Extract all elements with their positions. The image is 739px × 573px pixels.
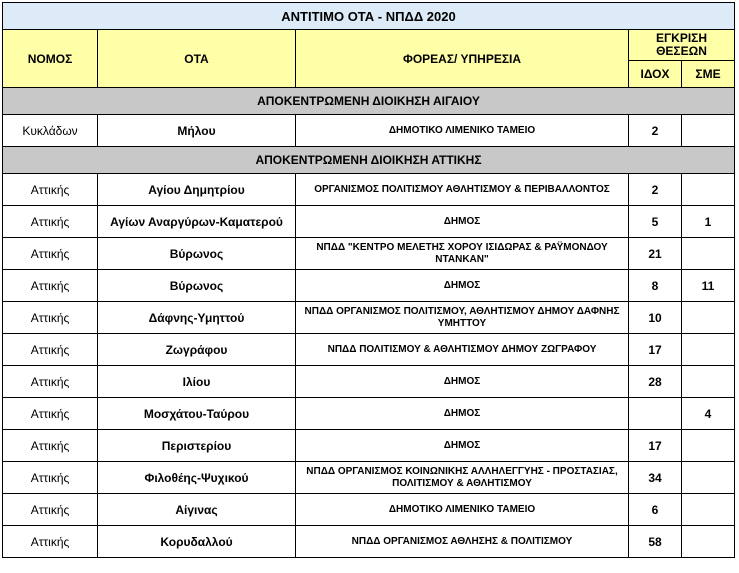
cell-sme bbox=[682, 115, 735, 147]
cell-nomos: Αττικής bbox=[3, 302, 98, 334]
cell-ota: Ιλίου bbox=[98, 366, 296, 398]
cell-idox: 21 bbox=[629, 238, 682, 270]
cell-ota: Δάφνης-Υμηττού bbox=[98, 302, 296, 334]
cell-foreas: ΔΗΜΟΣ bbox=[296, 398, 629, 430]
cell-sme bbox=[682, 462, 735, 494]
header-row bbox=[3, 30, 735, 61]
cell-ota: Μοσχάτου-Ταύρου bbox=[98, 398, 296, 430]
cell-nomos: Αττικής bbox=[3, 206, 98, 238]
cell-foreas: ΔΗΜΟΤΙΚΟ ΛΙΜΕΝΙΚΟ ΤΑΜΕΙΟ bbox=[296, 494, 629, 526]
cell-ota: Αίγινας bbox=[98, 494, 296, 526]
cell-sme bbox=[682, 174, 735, 206]
cell-ota: Αγίου Δημητρίου bbox=[98, 174, 296, 206]
positions-table bbox=[2, 2, 735, 558]
cell-idox: 5 bbox=[629, 206, 682, 238]
cell-idox: 34 bbox=[629, 462, 682, 494]
header-foreas: ΦΟΡΕΑΣ/ ΥΠΗΡΕΣΙΑ bbox=[296, 30, 629, 88]
section-title: ΑΠΟΚΕΝΤΡΩΜΕΝΗ ΔΙΟΙΚΗΣΗ ΑΤΤΙΚΗΣ bbox=[3, 147, 735, 174]
cell-foreas: ΔΗΜΟΣ bbox=[296, 430, 629, 462]
header-idox: ΙΔΟΧ bbox=[629, 61, 682, 88]
cell-nomos: Αττικής bbox=[3, 462, 98, 494]
cell-foreas: ΔΗΜΟΤΙΚΟ ΛΙΜΕΝΙΚΟ ΤΑΜΕΙΟ bbox=[296, 115, 629, 147]
cell-idox: 17 bbox=[629, 334, 682, 366]
table-row bbox=[3, 398, 735, 430]
cell-foreas: ΝΠΔΔ ΟΡΓΑΝΙΣΜΟΣ ΠΟΛΙΤΙΣΜΟΥ, ΑΘΛΗΤΙΣΜΟΥ ΔΗΜΟΥ ΔΑΦΝΗΣ ΥΜΗΤΤΟΥ bbox=[296, 302, 629, 334]
cell-sme bbox=[682, 494, 735, 526]
cell-nomos: Αττικής bbox=[3, 430, 98, 462]
document-title: ΑΝΤΙΤΙΜΟ ΟΤΑ - ΝΠΔΔ 2020 bbox=[3, 3, 735, 30]
cell-ota: Περιστερίου bbox=[98, 430, 296, 462]
cell-sme bbox=[682, 366, 735, 398]
table-row bbox=[3, 206, 735, 238]
cell-foreas: ΟΡΓΑΝΙΣΜΟΣ ΠΟΛΙΤΙΣΜΟΥ ΑΘΛΗΤΙΣΜΟΥ & ΠΕΡΙΒΑΛΛΟΝΤΟΣ bbox=[296, 174, 629, 206]
cell-sme bbox=[682, 238, 735, 270]
table-row bbox=[3, 462, 735, 494]
cell-foreas: ΔΗΜΟΣ bbox=[296, 366, 629, 398]
cell-idox: 6 bbox=[629, 494, 682, 526]
section-row bbox=[3, 147, 735, 174]
cell-sme bbox=[682, 430, 735, 462]
cell-idox: 28 bbox=[629, 366, 682, 398]
cell-idox bbox=[629, 398, 682, 430]
cell-sme: 1 bbox=[682, 206, 735, 238]
section-title: ΑΠΟΚΕΝΤΡΩΜΕΝΗ ΔΙΟΙΚΗΣΗ ΑΙΓΑΙΟΥ bbox=[3, 88, 735, 115]
header-ota: ΟΤΑ bbox=[98, 30, 296, 88]
cell-foreas: ΔΗΜΟΣ bbox=[296, 206, 629, 238]
cell-nomos: Αττικής bbox=[3, 494, 98, 526]
cell-idox: 8 bbox=[629, 270, 682, 302]
cell-idox: 17 bbox=[629, 430, 682, 462]
cell-idox: 2 bbox=[629, 174, 682, 206]
cell-sme bbox=[682, 526, 735, 558]
cell-sme: 11 bbox=[682, 270, 735, 302]
header-nomos: ΝΟΜΟΣ bbox=[3, 30, 98, 88]
table-row bbox=[3, 238, 735, 270]
cell-sme: 4 bbox=[682, 398, 735, 430]
cell-nomos: Κυκλάδων bbox=[3, 115, 98, 147]
section-row bbox=[3, 88, 735, 115]
cell-ota: Μήλου bbox=[98, 115, 296, 147]
header-sme: ΣΜΕ bbox=[682, 61, 735, 88]
cell-nomos: Αττικής bbox=[3, 174, 98, 206]
table-row bbox=[3, 526, 735, 558]
cell-ota: Αγίων Αναργύρων-Καματερού bbox=[98, 206, 296, 238]
cell-nomos: Αττικής bbox=[3, 238, 98, 270]
cell-foreas: ΔΗΜΟΣ bbox=[296, 270, 629, 302]
cell-ota: Ζωγράφου bbox=[98, 334, 296, 366]
table-row bbox=[3, 270, 735, 302]
cell-foreas: ΝΠΔΔ ΠΟΛΙΤΙΣΜΟΥ & ΑΘΛΗΤΙΣΜΟΥ ΔΗΜΟΥ ΖΩΓΡΑΦΟΥ bbox=[296, 334, 629, 366]
table-body bbox=[3, 3, 735, 558]
cell-nomos: Αττικής bbox=[3, 270, 98, 302]
cell-sme bbox=[682, 334, 735, 366]
cell-ota: Φιλοθέης-Ψυχικού bbox=[98, 462, 296, 494]
table-row bbox=[3, 334, 735, 366]
table-row bbox=[3, 494, 735, 526]
cell-foreas: ΝΠΔΔ ΟΡΓΑΝΙΣΜΟΣ ΑΘΛΗΣΗΣ & ΠΟΛΙΤΙΣΜΟΥ bbox=[296, 526, 629, 558]
cell-foreas: ΝΠΔΔ ΟΡΓΑΝΙΣΜΟΣ ΚΟΙΝΩΝΙΚΗΣ ΑΛΛΗΛΕΓΓΥΗΣ - ΠΡΟΣΤΑΣΙΑΣ, ΠΟΛΙΤΙΣΜΟΥ & ΑΘΛΗΤΙΣΜΟΥ bbox=[296, 462, 629, 494]
table-row bbox=[3, 430, 735, 462]
cell-nomos: Αττικής bbox=[3, 526, 98, 558]
cell-nomos: Αττικής bbox=[3, 366, 98, 398]
cell-idox: 2 bbox=[629, 115, 682, 147]
cell-ota: Βύρωνος bbox=[98, 270, 296, 302]
header-egkrisi: ΕΓΚΡΙΣΗ ΘΕΣΕΩΝ bbox=[629, 30, 735, 61]
table-row bbox=[3, 115, 735, 147]
cell-idox: 10 bbox=[629, 302, 682, 334]
cell-nomos: Αττικής bbox=[3, 398, 98, 430]
cell-sme bbox=[682, 302, 735, 334]
table-row bbox=[3, 366, 735, 398]
cell-ota: Κορυδαλλού bbox=[98, 526, 296, 558]
title-row bbox=[3, 3, 735, 30]
cell-idox: 58 bbox=[629, 526, 682, 558]
table-row bbox=[3, 174, 735, 206]
cell-nomos: Αττικής bbox=[3, 334, 98, 366]
cell-foreas: ΝΠΔΔ "ΚΕΝΤΡΟ ΜΕΛΕΤΗΣ ΧΟΡΟΥ ΙΣΙΔΩΡΑΣ & ΡΑΫΜΟΝΔΟΥ ΝΤΑΝΚΑΝ" bbox=[296, 238, 629, 270]
table-row bbox=[3, 302, 735, 334]
cell-ota: Βύρωνος bbox=[98, 238, 296, 270]
